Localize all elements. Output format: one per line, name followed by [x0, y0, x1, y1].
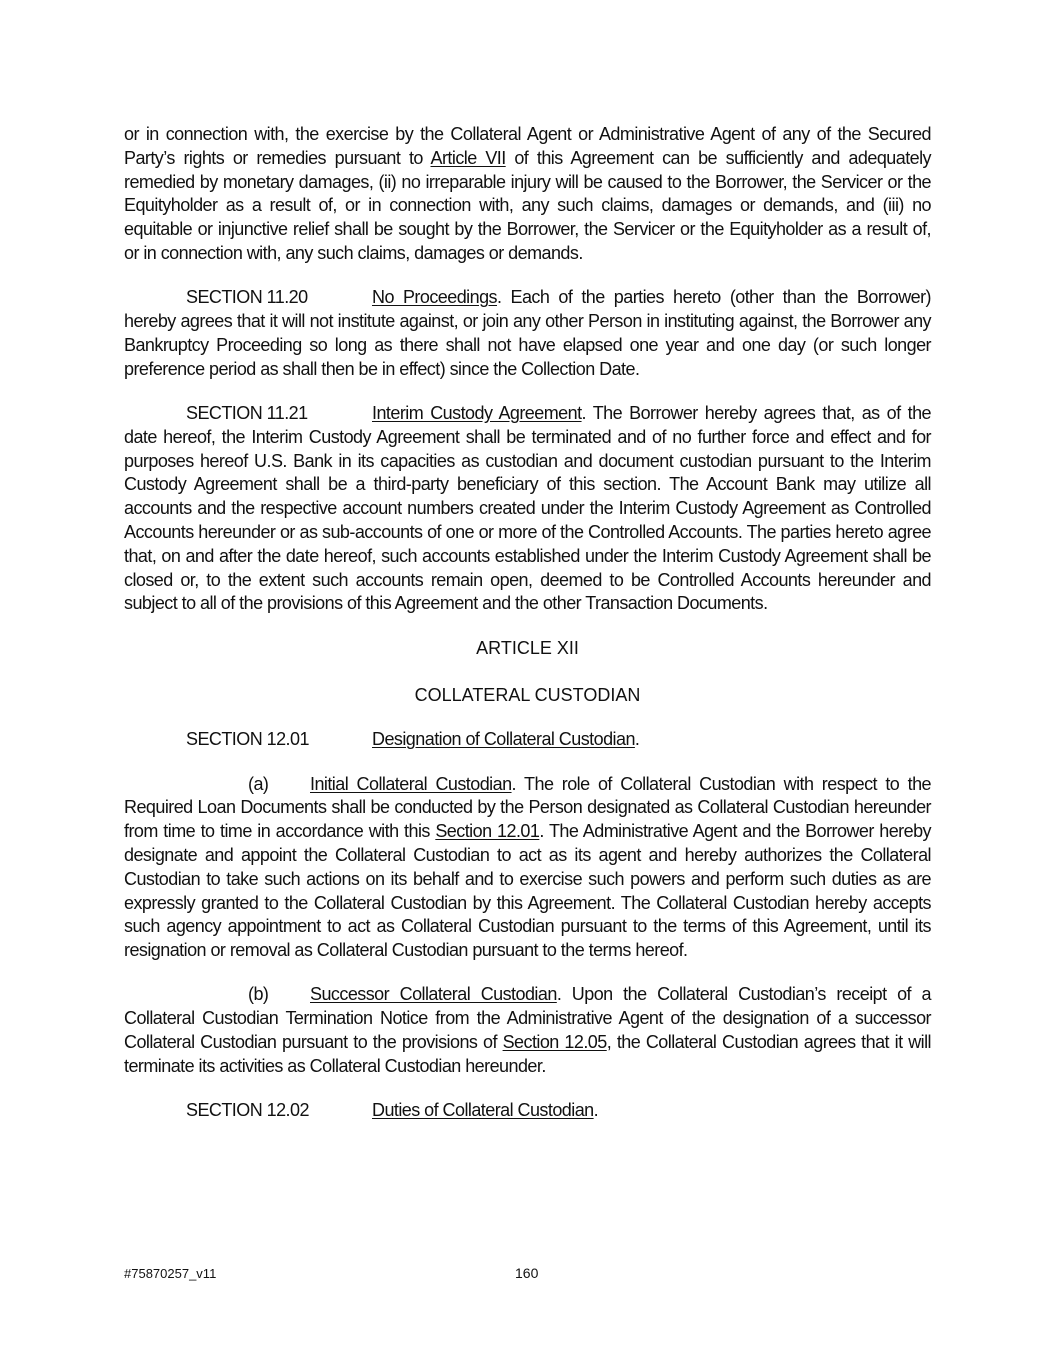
section-body: . The Borrower hereby agrees that, as of the date hereof, the Interim Custody Agreement shall be terminated and of no further force and effect and for purposes hereof U.S. Bank in its capacities as custodian and document custodian pursuant to the Interim Custody Agreement shall be a third-party beneficiary of this section. The Account Bank may utilize all accounts and the respective account numbers created under the Interim Custody Agreement as Controlled Accounts hereunder or as sub-accounts of one or more of the Controlled Accounts. The parties hereto agree that, on and after the date hereof, such accounts established under the Interim Custody Agreement shall be closed or, to the extent such accounts remain open, deemed to be Controlled Accounts hereunder and subject to all of the provisions of this Agreement and the other Transaction Documents.: [124, 402, 931, 614]
section-11-21: [124, 402, 931, 616]
section-11-20: [124, 286, 931, 381]
section-12-05-reference: Section 12.05: [502, 1032, 607, 1052]
section-title: Designation of Collateral Custodian: [372, 729, 635, 750]
section-12-02-heading: [124, 1099, 931, 1123]
section-title: Duties of Collateral Custodian: [372, 1100, 594, 1121]
footer-document-id: #75870257_v11: [124, 1266, 217, 1281]
section-number: SECTION 11.21: [186, 402, 308, 423]
subsection-title: Successor Collateral Custodian: [310, 984, 557, 1005]
section-body: . Each of the parties hereto (other than the Borrower) hereby agrees that it will not institute against, or join any other Person in instituting against, the Borrower any Bankruptcy Proceeding so long as there shall not have elapsed one year and one day (or such longer preference period as shall then be in effect) since the Collection Date.: [124, 287, 931, 379]
section-number: SECTION 12.02: [186, 1100, 309, 1121]
subsection-b: [124, 983, 931, 1078]
section-title: Interim Custody Agreement: [372, 402, 582, 423]
paragraph-continued: [124, 123, 931, 266]
subsection-a: [124, 773, 931, 963]
article-vii-reference: Article VII: [430, 147, 506, 168]
subsection-label: (b): [248, 984, 269, 1005]
subsection-title: Initial Collateral Custodian: [310, 773, 512, 794]
subsection-body: . The role of Collateral Custodian with respect to the Required Loan Documents shall be conducted by the Person designated as Collateral Custodian hereunder from time to time in accordance with this: [124, 773, 931, 842]
subsection-body: . The Administrative Agent and the Borrower hereby designate and appoint the Collateral Custodian to act as its agent and hereby authorizes the Collateral Custodian to take such actions on its behalf and to exercise such powers and perform such duties as are expressly granted to the Collateral Custodian by this Agreement. The Collateral Custodian hereby accepts such agency appointment to act as Collateral Custodian pursuant to the terms of this Agreement, until its resignation or removal as Collateral Custodian pursuant to the terms hereof.: [124, 821, 932, 961]
section-number: SECTION 12.01: [186, 729, 309, 750]
section-title: No Proceedings: [372, 287, 497, 308]
paragraph-text: or in connection with, the exercise by the Collateral Agent or Administrative Agent of any of the Secured Party’s rights or remedies pursuant to: [124, 124, 931, 168]
section-12-01-heading: [124, 728, 931, 752]
punctuation: .: [634, 729, 640, 750]
article-title: COLLATERAL CUSTODIAN: [414, 685, 641, 706]
subsection-body: . Upon the Collateral Custodian’s receipt of a Collateral Custodian Termination Notice from the Administrative Agent of the designation of a successor Collateral Custodian pursuant to the provisions of: [124, 984, 932, 1052]
section-12-01-reference: Section 12.01: [435, 821, 540, 842]
paragraph-text: of this Agreement can be sufficiently and adequately remedied by monetary damages, (ii) no irreparable injury will be caused to the Borrower, the Servicer or the Equityholder as a result of, or in connection with, any such claims, damages or demands, and (iii) no equitable or injunctive relief shall be sought by the Borrower, the Servicer or the Equityholder as a result of, or in connection with, any such claims, damages or demands.: [124, 147, 932, 263]
subsection-body: , the Collateral Custodian agrees that it will terminate its activities as Collateral Custodian hereunder.: [124, 1032, 931, 1076]
section-number: SECTION 11.20: [186, 287, 308, 308]
subsection-label: (a): [248, 773, 269, 794]
article-number: ARTICLE XII: [476, 637, 579, 658]
punctuation: .: [593, 1100, 599, 1121]
footer-page-number: 160: [515, 1265, 539, 1281]
document-page: [124, 123, 931, 1143]
